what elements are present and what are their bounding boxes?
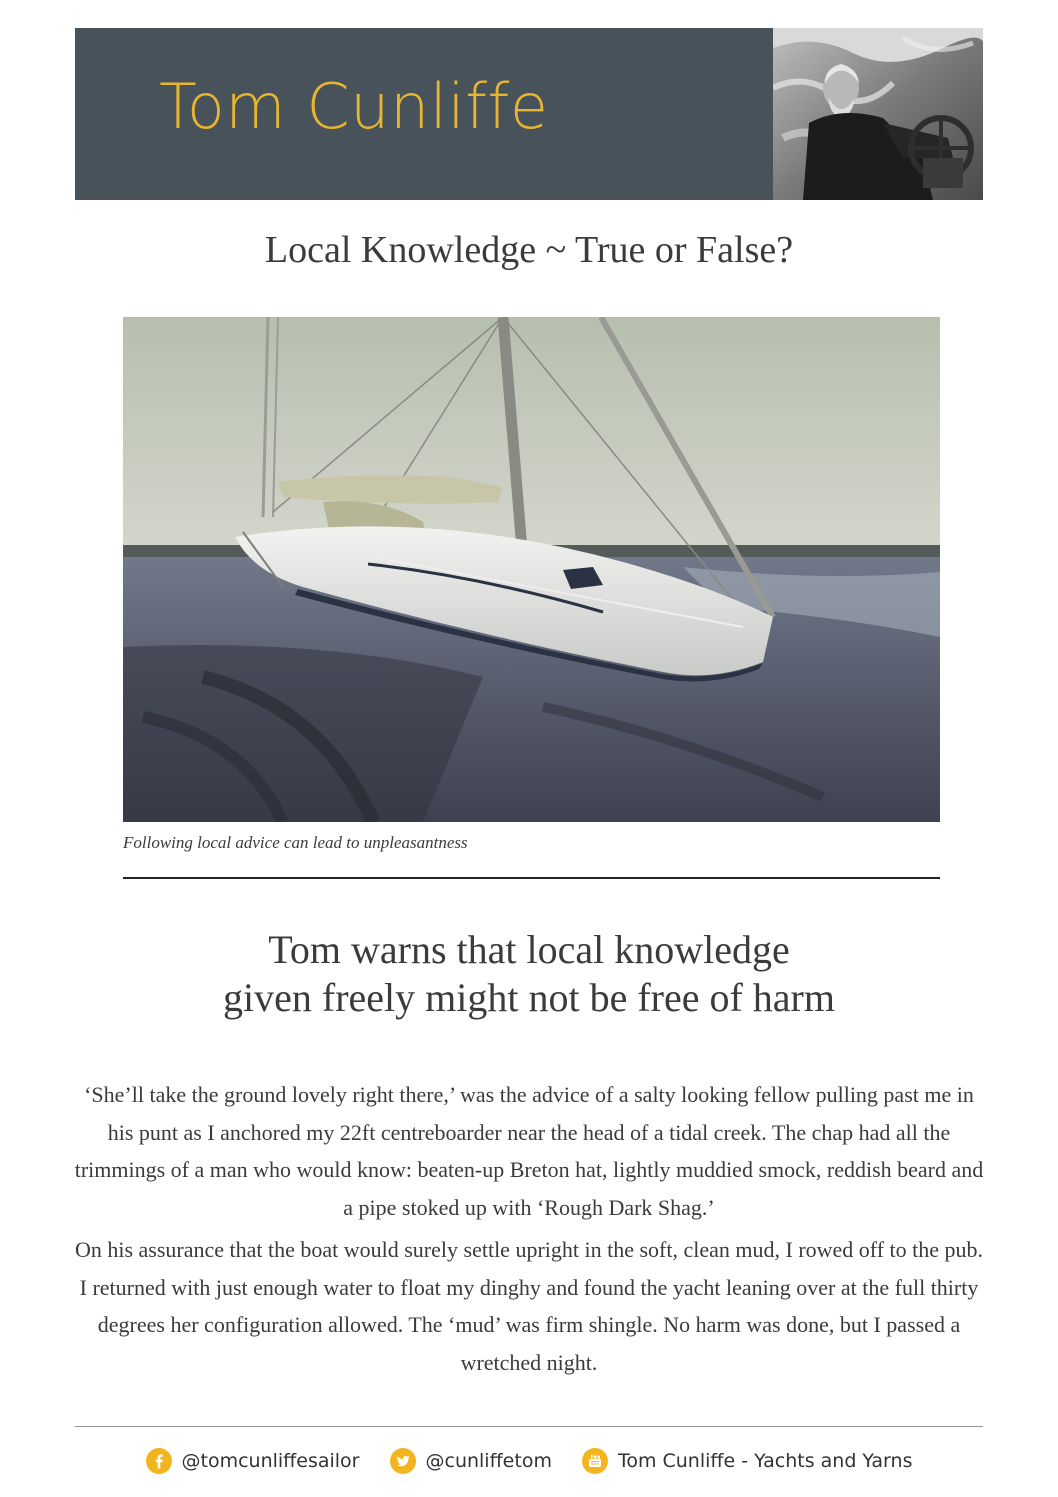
paragraph-1: ‘She’ll take the ground lovely right there,’ was the advice of a salty looking fellow pulling past me in his punt as I anchored my 22ft centreboarder near the head of a tidal creek. The chap had all the trimmings of a man who would know: beaten-up Breton hat, lightly muddied smock, reddish beard and a pipe stoked up with ‘Rough Dark Shag.’: [74, 1082, 984, 1220]
author-portrait: [773, 28, 983, 200]
twitter-handle: @cunliffetom: [425, 1450, 552, 1472]
social-footer: [0, 1446, 1058, 1476]
article-body: [70, 1076, 988, 1386]
facebook-link[interactable]: [146, 1448, 360, 1474]
photo-caption: Following local advice can lead to unpleasantness: [123, 833, 468, 852]
stranded-yacht-photo: [123, 317, 940, 822]
footer-divider: [75, 1426, 983, 1427]
header-banner: [75, 28, 983, 200]
youtube-icon: [582, 1448, 608, 1474]
paragraph-2: On his assurance that the boat would surely settle upright in the soft, clean mud, I rowed off to the pub. I returned with just enough water to float my dinghy and found the yacht leaning over at the full thirty degrees her configuration allowed. The ‘mud’ was firm shingle. No harm was done, but I passed a wretched night.: [74, 1237, 984, 1375]
facebook-icon: [146, 1448, 172, 1474]
portrait-image: [773, 28, 983, 200]
section-divider: [123, 877, 940, 879]
author-name: Tom Cunliffe: [159, 70, 549, 143]
youtube-channel: Tom Cunliffe - Yachts and Yarns: [617, 1450, 913, 1472]
yacht-illustration: [123, 317, 940, 822]
subtitle-line-2: given freely might not be free of harm: [223, 975, 835, 1020]
facebook-handle: @tomcunliffesailor: [181, 1450, 360, 1472]
youtube-link[interactable]: [582, 1448, 913, 1474]
subtitle-line-1: Tom warns that local knowledge: [268, 927, 790, 972]
twitter-link[interactable]: [390, 1448, 552, 1474]
article-subtitle: [0, 926, 1058, 1022]
page-title: Local Knowledge ~ True or False?: [264, 229, 794, 271]
twitter-icon: [390, 1448, 416, 1474]
